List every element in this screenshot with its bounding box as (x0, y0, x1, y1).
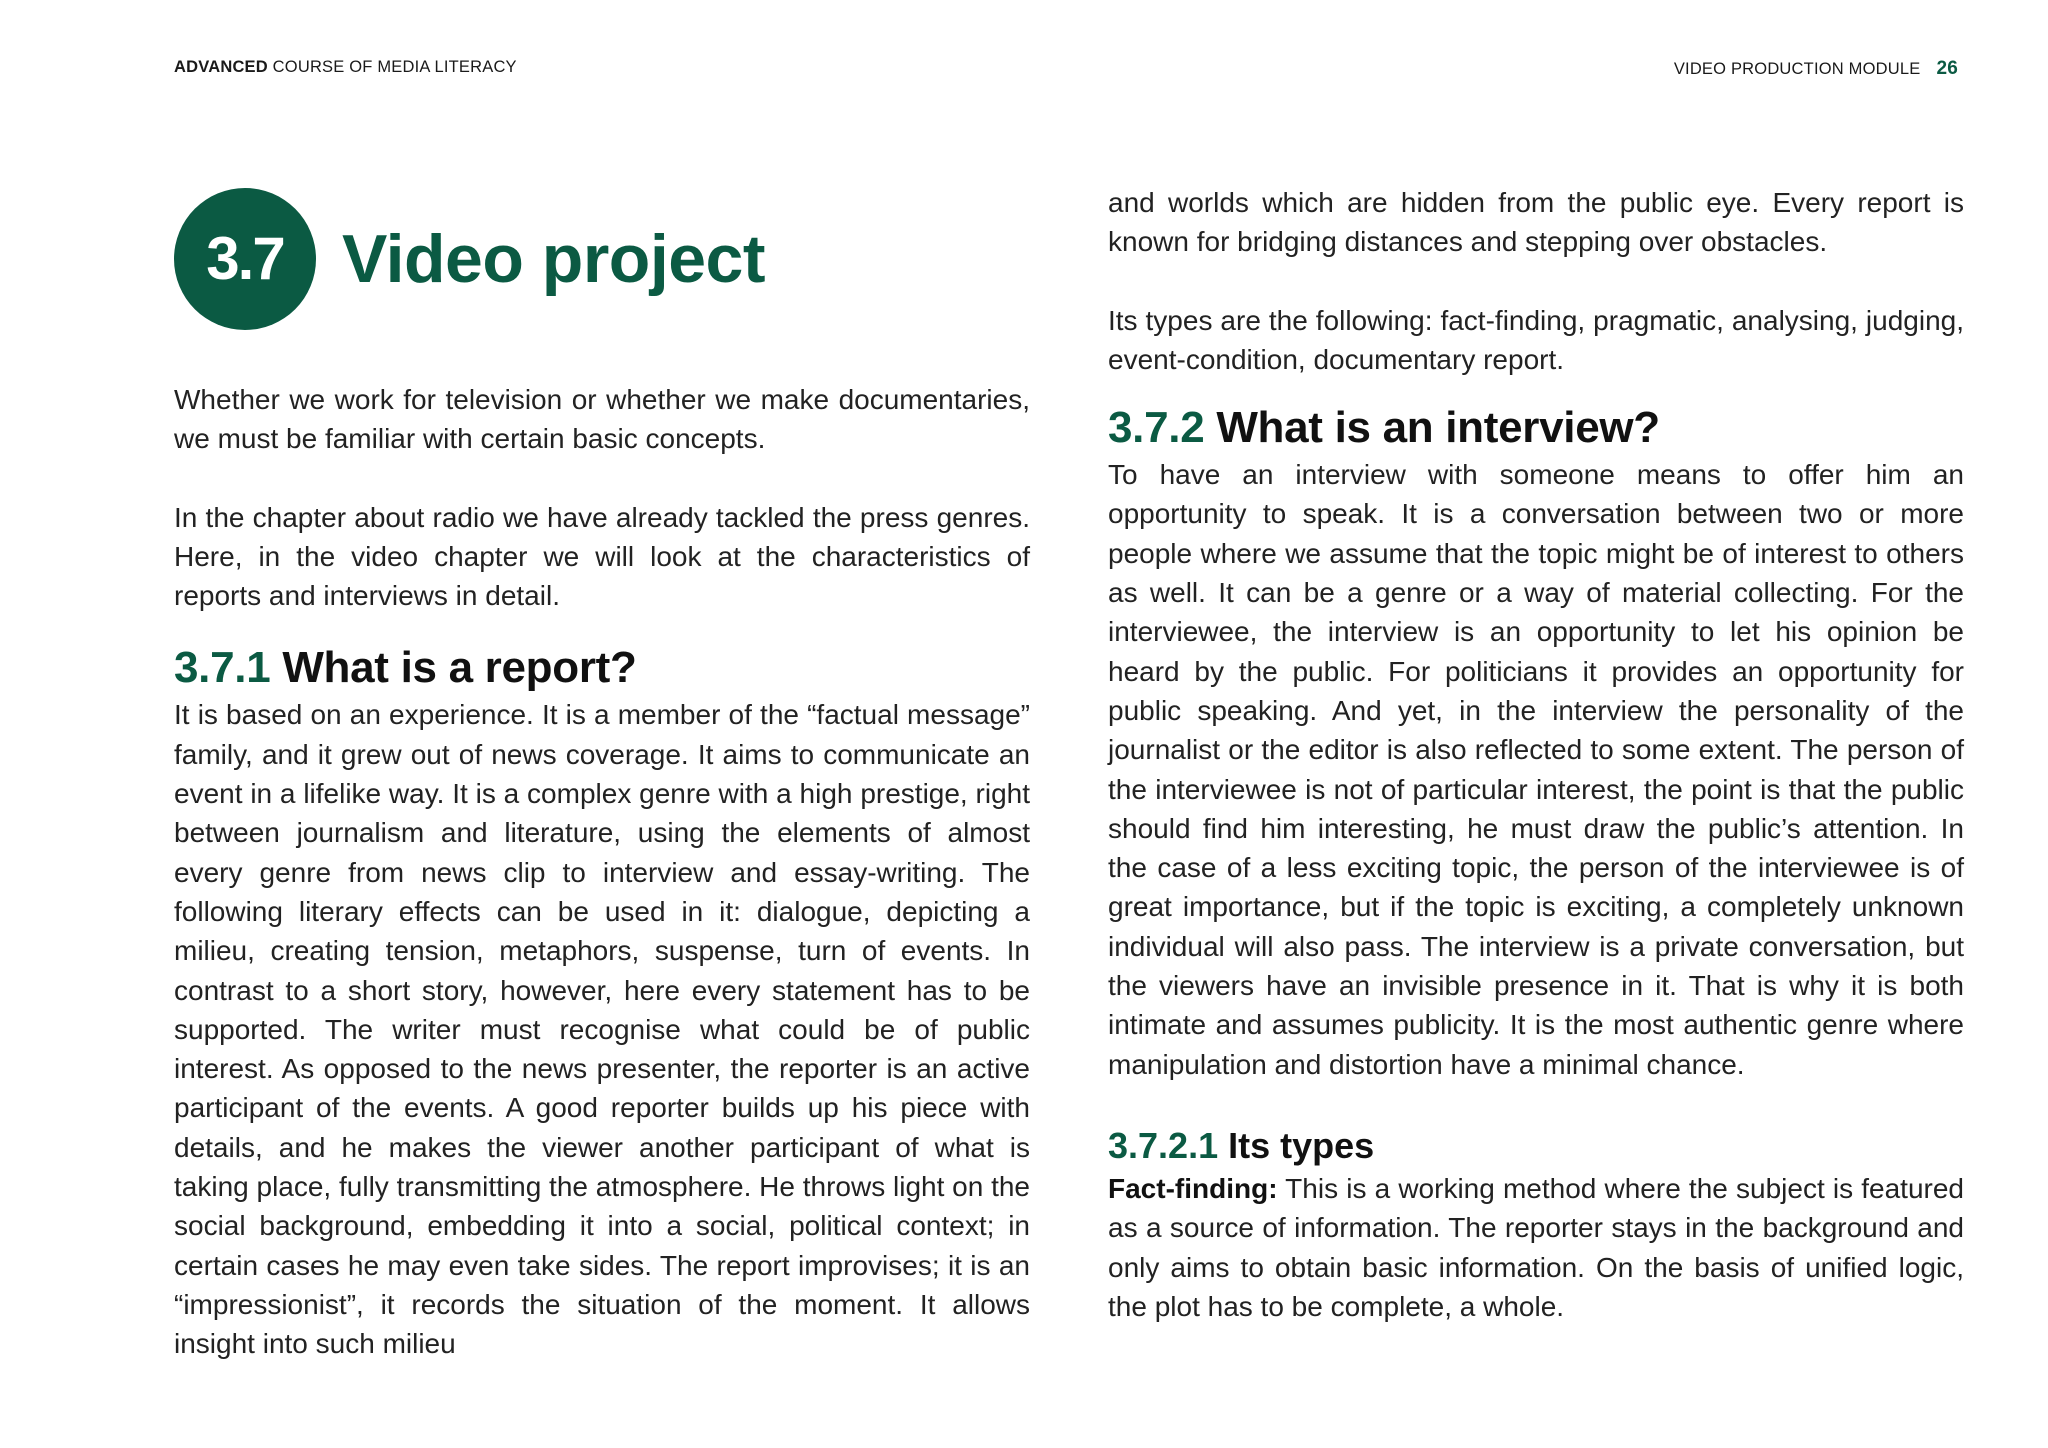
report-types-paragraph: Its types are the following: fact-finding, pragmatic, analysing, judging, event-condition, documentary report. (1108, 304, 1964, 375)
intro-paragraph-1: Whether we work for television or whether we make documentaries, we must be familiar with certain basic concepts. (174, 384, 1030, 455)
subsection-number: 3.7.2.1 (1108, 1124, 1219, 1166)
course-title-rest: COURSE OF MEDIA LITERACY (267, 58, 517, 76)
running-header (174, 58, 1958, 82)
chapter-title: Video project (342, 221, 766, 297)
fact-finding-paragraph (1108, 1169, 1964, 1326)
section-heading-report (174, 641, 1030, 695)
fact-finding-body: This is a working method where the subject is featured as a source of information. The reporter stays in the background and only aims to obtain basic information. On the basis of unified logic, the plot has to be complete, a whole. (1108, 1172, 1964, 1322)
right-column (1108, 183, 1964, 1326)
course-title (174, 58, 517, 77)
report-body: It is based on an experience. It is a member of the “factual message” family, and it grew out of news coverage. It aims to communicate an event in a lifelike way. It is a complex genre with a high prestige, right between journalism and literature, using the elements of almost every genre from news clip to interview and essay-writing. The following literary effects can be used in it: dialogue, depicting a milieu, creating tension, metaphors, suspense, turn of events. In contrast to a short story, however, here every statement has to be supported. The writer must recognise what could be of public interest. As opposed to the news presenter, the reporter is an active participant of the events. A good reporter builds up his piece with details, and he makes the viewer another participant of what is taking place, fully transmitting the atmosphere. He throws light on the social background, embedding it into a social, political context; in certain cases he may even take sides. The report improvises; it is an “impressionist”, it records the situation of the moment. It allows insight into such milieu (174, 699, 1030, 1360)
fact-finding-lead: Fact-finding: (1108, 1172, 1278, 1204)
chapter-number-badge: 3.7 (174, 188, 316, 330)
page-number: 26 (1936, 58, 1958, 79)
course-title-bold: ADVANCED (174, 58, 268, 76)
subsection-title: Its types (1228, 1124, 1375, 1166)
report-continued-paragraph: and worlds which are hidden from the public eye. Every report is known for bridging distances and stepping over obstacles. (1108, 187, 1964, 258)
section-heading-interview (1108, 401, 1964, 455)
left-column (174, 380, 1030, 1364)
subsection-heading-types (1108, 1123, 1964, 1169)
intro-paragraph-2: In the chapter about radio we have already tackled the press genres. Here, in the video chapter we will look at the characteristics of reports and interviews in detail. (174, 501, 1030, 612)
section-title: What is an interview? (1216, 403, 1660, 453)
interview-body: To have an interview with someone means to offer him an opportunity to speak. It is a conversation between two or more people where we assume that the topic might be of interest to others as well. It can be a genre or a way of material collecting. For the interviewee, the interview is an opportunity to let his opinion be heard by the public. For politicians it provides an opportunity for public speaking. And yet, in the interview the personality of the journalist or the editor is also reflected to some extent. The person of the interviewee is not of particular interest, the point is that the public should find him interesting, he must draw the public’s attention. In the case of a less exciting topic, the person of the interviewee is of great importance, but if the topic is exciting, a completely unknown individual will also pass. The interview is a private conversation, but the viewers have an invisible presence in it. That is why it is both intimate and assumes publicity. It is the most authentic genre where manipulation and distortion have a minimal chance. (1108, 459, 1964, 1080)
section-title: What is a report? (282, 643, 637, 693)
section-number: 3.7.1 (174, 643, 271, 693)
module-title (1674, 58, 1958, 80)
section-number: 3.7.2 (1108, 403, 1205, 453)
module-label: VIDEO PRODUCTION MODULE (1673, 60, 1921, 78)
chapter-heading (174, 188, 1034, 332)
